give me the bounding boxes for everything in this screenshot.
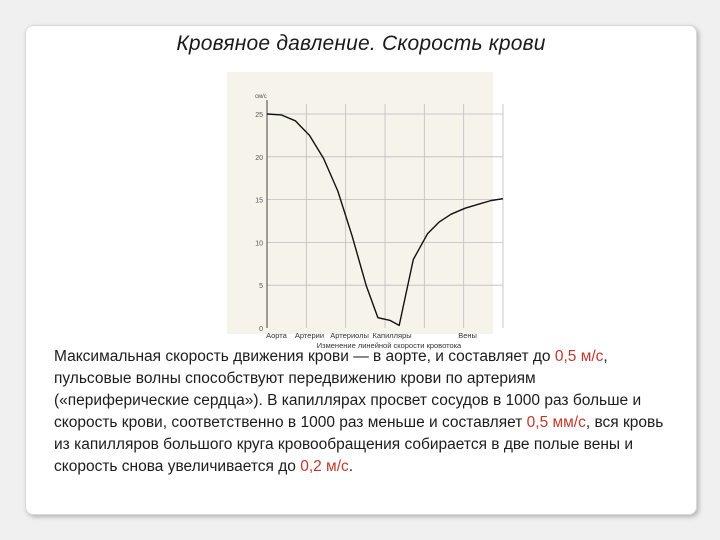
highlighted-value: 0,5 м/с: [554, 348, 604, 365]
x-category-label: Артерии: [294, 331, 325, 340]
highlighted-value: 0,2 м/с: [300, 458, 349, 475]
slide: [25, 25, 697, 515]
y-tick-label: 5: [259, 283, 263, 291]
velocity-chart-svg: [227, 72, 493, 350]
y-tick-label: 10: [255, 240, 263, 248]
x-category-label: Капилляры: [372, 331, 412, 340]
x-category-label: Аорта: [266, 331, 287, 340]
y-tick-label: 25: [255, 112, 263, 119]
x-axis-label: Изменение линейной скорости кровотока: [316, 341, 462, 350]
y-tick-label: 15: [255, 197, 263, 205]
paragraph-text: .: [348, 458, 354, 475]
x-category-label: Вены: [458, 331, 477, 340]
slide-title: Кровяное давление. Скорость крови: [176, 32, 546, 55]
x-category-label: Артериолы: [330, 331, 369, 340]
paragraph-text: , пульсовые волны способствуют передвижению крови по артериям («периферические сердца»). В капиллярах просвет сосудов в 1000 раз больше и скорость крови, соответственно в 1000 раз меньше и составляет: [54, 348, 642, 431]
highlighted-value: 0,5 мм/с: [526, 414, 586, 431]
y-unit-label: см/с: [255, 94, 267, 100]
paragraph-text: Максимальная скорость движения крови — в аорте, и составляет до: [54, 348, 555, 365]
velocity-chart: [227, 72, 493, 350]
description-paragraph: [54, 346, 674, 478]
y-tick-label: 20: [255, 154, 263, 162]
paragraph-text: , вся кровь из капилляров большого круга кровообращения собирается в две полые вены и скорость снова увеличивается до: [54, 414, 664, 475]
y-tick-label: 0: [259, 326, 263, 333]
